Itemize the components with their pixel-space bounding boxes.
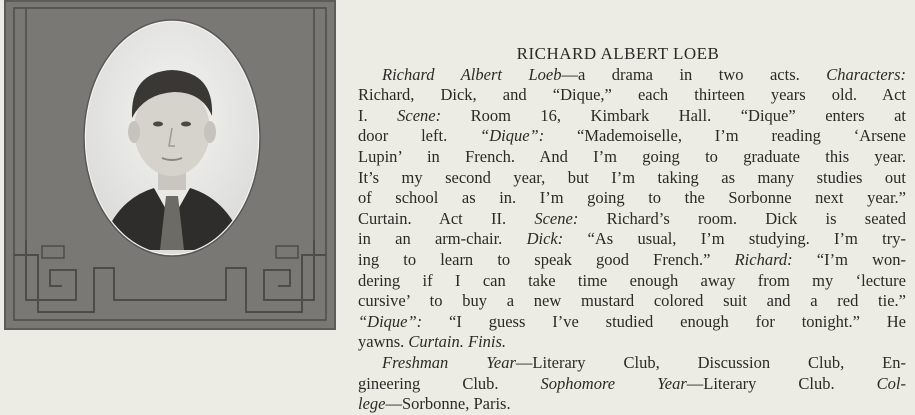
italic-text: Freshman Year <box>382 352 516 372</box>
italic-text: Richard Albert Loeb <box>382 64 562 84</box>
italic-text: Richard: <box>734 249 793 269</box>
text-line <box>358 229 906 250</box>
text-run: Richard’s room. Dick is seated <box>578 208 906 228</box>
portrait-frame <box>4 0 336 330</box>
text-run: Room 16, Kimbark Hall. “Dique” enters at <box>441 105 906 125</box>
text-run: Lupin’ in French. And I’m going to graduate this year. <box>358 146 906 166</box>
text-line <box>358 394 906 415</box>
italic-text: Sophomore Year <box>540 373 687 393</box>
text-run: yawns. <box>358 332 409 352</box>
text-line <box>358 65 906 86</box>
bio-text <box>358 44 906 415</box>
text-run: I. <box>358 105 398 125</box>
text-line <box>358 126 906 147</box>
text-line <box>358 312 906 333</box>
italic-text: “Dique”: <box>358 311 423 331</box>
italic-text: lege <box>358 394 386 414</box>
text-run: Richard, Dick, and “Dique,” each thirteen years old. Act <box>358 85 906 105</box>
italic-text: Scene: <box>397 105 442 125</box>
text-line <box>358 85 906 106</box>
text-line <box>358 188 906 209</box>
bio-paragraph <box>358 65 906 415</box>
text-run: “I guess I’ve studied enough for tonight.” He <box>422 311 906 331</box>
text-line <box>358 353 906 374</box>
text-run: door left. <box>358 126 481 146</box>
text-line <box>358 168 906 189</box>
text-line <box>358 147 906 168</box>
greek-key-border-icon <box>4 0 336 330</box>
text-run: ing to learn to speak good French.” <box>358 249 735 269</box>
text-line <box>358 106 906 127</box>
italic-text: Characters: <box>826 64 906 84</box>
text-run: Curtain. Act II. <box>358 208 535 228</box>
text-run: It’s my second year, but I’m taking as many studies out <box>358 167 906 187</box>
text-line <box>358 291 906 312</box>
text-line <box>358 332 906 353</box>
text-run: “Mademoiselle, I’m reading ‘Arsene <box>544 126 906 146</box>
text-run: gineering Club. <box>358 373 541 393</box>
text-run: “As usual, I’m studying. I’m try- <box>563 229 906 249</box>
text-run: of school as in. I’m going to the Sorbonne next year.” <box>358 188 906 208</box>
page-title: RICHARD ALBERT LOEB <box>516 44 720 63</box>
italic-text: “Dique”: <box>480 126 545 146</box>
text-line <box>358 374 906 395</box>
italic-text: Curtain. Finis. <box>408 332 507 352</box>
text-run: —Literary Club. <box>686 373 877 393</box>
text-line <box>358 209 906 230</box>
text-run: cursive’ to buy a new mustard colored suit and a red tie.” <box>358 291 906 311</box>
text-run: dering if I can take time enough away from my ‘lecture <box>358 270 906 290</box>
text-run: —Sorbonne, Paris. <box>385 394 511 414</box>
text-run: “I’m won- <box>792 249 906 269</box>
italic-text: Scene: <box>534 208 579 228</box>
text-run: —a drama in two acts. <box>561 64 827 84</box>
italic-text: Dick: <box>526 229 564 249</box>
text-run: in an arm-chair. <box>358 229 527 249</box>
text-line <box>358 250 906 271</box>
text-run: —Literary Club, Discussion Club, En- <box>515 352 906 372</box>
italic-text: Col- <box>876 373 906 393</box>
text-line <box>358 271 906 292</box>
